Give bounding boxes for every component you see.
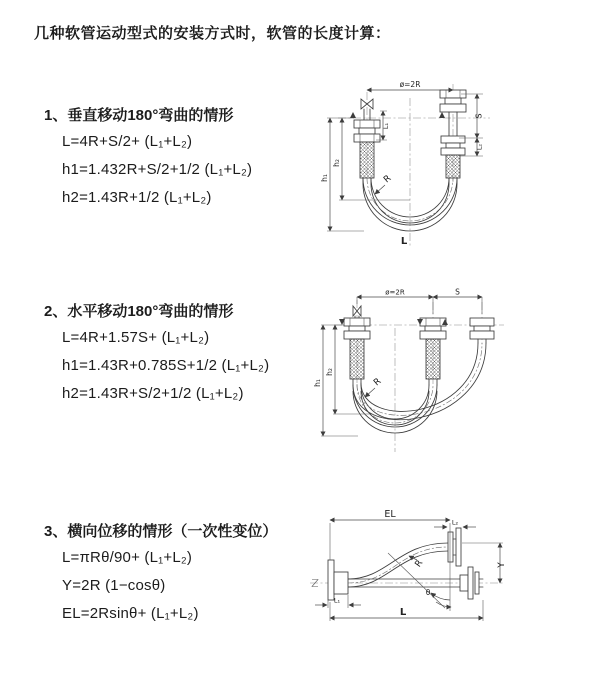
flange xyxy=(441,136,465,143)
flange xyxy=(470,331,494,339)
section-2-heading: 2、水平移动180°弯曲的情形 xyxy=(44,303,234,320)
braided-hose-section xyxy=(350,339,364,379)
braided-hose-section xyxy=(426,339,440,379)
dim-label-h1: h₁ xyxy=(313,379,322,387)
section-1 xyxy=(44,104,344,214)
ref-arrow xyxy=(350,112,356,118)
formula-line: EL=2Rsinθ+ (L₁+L₂) xyxy=(62,605,199,622)
page-title: 几种软管运动型式的安装方式时，软管的长度计算： xyxy=(34,25,391,42)
diagram-horizontal-180-bend xyxy=(312,288,567,456)
theta-label: θ xyxy=(425,588,431,597)
flange-neck xyxy=(349,326,365,331)
formula-line: h1=1.43R+0.785S+1/2 (L₁+L₂) xyxy=(62,357,270,374)
fitting-neck xyxy=(460,575,468,591)
flange xyxy=(470,318,494,326)
flange xyxy=(354,120,380,128)
braided-hose-section xyxy=(446,155,460,178)
dim-label-h2: h₂ xyxy=(325,368,334,376)
flange xyxy=(354,134,380,142)
radius-label: R xyxy=(413,558,426,570)
radius-label: R xyxy=(372,376,384,389)
flange-plate xyxy=(328,560,334,600)
formula-line: h2=1.43R+1/2 (L₁+L₂) xyxy=(62,189,212,206)
dim-label-2r: ø=2R xyxy=(399,80,421,89)
flange-neck xyxy=(425,326,441,331)
dim-label-y: Y xyxy=(497,562,507,568)
radius-label: R xyxy=(382,173,394,186)
dim-label-s: S xyxy=(455,288,460,297)
dim-label-s: S xyxy=(474,113,484,119)
formula-line: h2=1.43R+S/2+1/2 (L₁+L₂) xyxy=(62,385,244,402)
formula-line: h1=1.432R+S/2+1/2 (L₁+L₂) xyxy=(62,161,253,178)
flange xyxy=(344,318,370,326)
flange-neck xyxy=(359,128,375,134)
length-label: L xyxy=(399,607,407,618)
extension-lines xyxy=(357,297,482,314)
flange-plate xyxy=(448,532,453,562)
formula-line: L=4R+S/2+ (L₁+L₂) xyxy=(62,133,193,150)
dim-label-l2: L₂ xyxy=(475,143,484,151)
formula-line: Y=2R (1−cosθ) xyxy=(62,577,166,594)
dim-label-el: EL xyxy=(384,509,396,520)
radius-leader xyxy=(365,388,375,397)
flange xyxy=(420,331,446,339)
flange-hub xyxy=(453,539,456,555)
flange-plate xyxy=(475,572,479,594)
angle-arc xyxy=(431,593,450,600)
radius-leader xyxy=(375,185,385,194)
ref-arrow xyxy=(439,112,445,118)
braided-hose-section xyxy=(360,142,374,178)
flange-plate xyxy=(468,567,473,599)
section-1-heading: 1、垂直移动180°弯曲的情形 xyxy=(44,107,234,124)
flange-neck xyxy=(445,98,461,104)
diagram-vertical-180-bend xyxy=(312,78,502,250)
flange xyxy=(344,331,370,339)
dim-label-l1: L₁ xyxy=(382,122,390,130)
flange-neck xyxy=(446,143,460,148)
hose-moved-inner xyxy=(361,343,478,411)
flange xyxy=(441,148,465,155)
dim-label-h2: h₂ xyxy=(332,159,341,167)
dim-label-l2: L₂ xyxy=(451,518,459,527)
diagram-lateral-displacement xyxy=(300,508,570,633)
dim-label-2r: ø=2R xyxy=(385,288,405,297)
dim-label-h1: h₁ xyxy=(320,174,329,182)
length-label: L xyxy=(400,236,408,247)
flange-neck xyxy=(474,326,490,331)
flange xyxy=(440,104,466,112)
formula-line: L=4R+1.57S+ (L₁+L₂) xyxy=(62,329,210,346)
section-3 xyxy=(44,520,344,630)
section-2 xyxy=(44,300,344,410)
flange-hub xyxy=(334,572,348,594)
formula-line: L=πRθ/90+ (L₁+L₂) xyxy=(62,549,193,566)
dim-label-l1: L₁ xyxy=(333,596,341,605)
section-3-heading: 3、横向位移的情形（一次性变位） xyxy=(44,523,278,540)
flange-plate xyxy=(456,528,461,566)
